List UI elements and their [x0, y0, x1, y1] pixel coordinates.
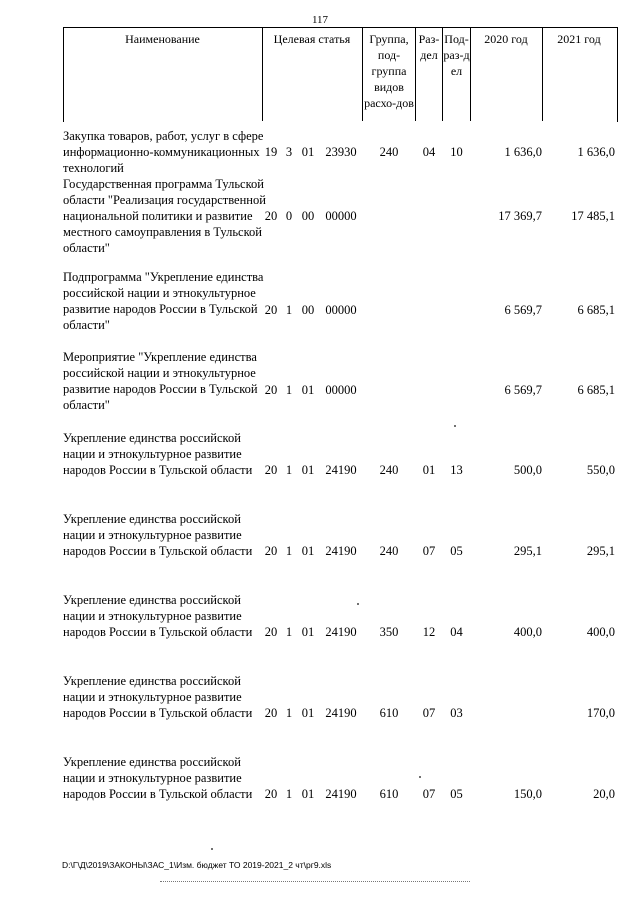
row-v2020: 150,0 — [513, 787, 542, 801]
row-v2021: 170,0 — [586, 706, 615, 720]
header-target: Целевая статья — [273, 32, 351, 46]
row-v2021: 6 685,1 — [577, 383, 615, 397]
row-sub: 03 — [450, 706, 463, 720]
row-t4: 24190 — [325, 706, 357, 720]
row-name: Мероприятие "Укрепление единства российской нации и этнокультурное развитие народов России в Тульской области" — [63, 350, 258, 412]
row-t2: 1 — [285, 706, 293, 720]
row-v2020: 17 369,7 — [498, 209, 542, 223]
row-v2021: 1 636,0 — [577, 145, 615, 159]
row-v2020: 6 569,7 — [504, 383, 542, 397]
row-sec: 12 — [422, 625, 436, 639]
row-name: Подпрограмма "Укрепление единства российской нации и этнокультурное развитие народов России в Тульской области" — [63, 270, 264, 332]
row-t4: 24190 — [325, 787, 357, 801]
row-grp: 350 — [379, 625, 399, 639]
row-sec: 01 — [422, 463, 436, 477]
row-name: Укрепление единства российской нации и этнокультурное развитие народов России в Тульской области — [63, 674, 253, 720]
row-v2021: 550,0 — [586, 463, 615, 477]
header-2020: 2020 год — [484, 32, 528, 46]
row-t4: 00000 — [325, 303, 357, 317]
row-t2: 1 — [285, 787, 293, 801]
row-v2020: 6 569,7 — [504, 303, 542, 317]
row-t2: 1 — [285, 544, 293, 558]
row-name: Закупка товаров, работ, услуг в сфере информационно-коммуникационных технологий — [63, 129, 264, 175]
page-number: 117 — [311, 14, 329, 26]
row-t2: 1 — [285, 383, 293, 397]
footer-rule — [160, 881, 470, 882]
row-t1: 20 — [264, 463, 278, 477]
row-sub: 10 — [450, 145, 463, 159]
row-t4: 24190 — [325, 544, 357, 558]
row-t2: 0 — [285, 209, 293, 223]
row-v2020: 295,1 — [513, 544, 542, 558]
row-t3: 01 — [301, 463, 315, 477]
file-path: D:\Г\Д\2019\ЗАКОНЫ\ЗАС_1\Изм. бюджет ТО 2019-2021_2 чт\рг9.xls — [62, 860, 332, 870]
row-t3: 01 — [301, 625, 315, 639]
row-v2021: 17 485,1 — [571, 209, 615, 223]
row-sub: 13 — [450, 463, 463, 477]
row-t2: 3 — [285, 145, 293, 159]
row-t3: 00 — [301, 209, 315, 223]
row-t2: 1 — [285, 303, 293, 317]
row-sub: 04 — [450, 625, 463, 639]
row-t3: 00 — [301, 303, 315, 317]
row-t4: 23930 — [325, 145, 357, 159]
row-sec: 07 — [422, 706, 436, 720]
row-name: Укрепление единства российской нации и этнокультурное развитие народов России в Тульской области — [63, 593, 253, 639]
row-v2020: 400,0 — [513, 625, 542, 639]
row-sec: 04 — [422, 145, 436, 159]
row-t1: 19 — [264, 145, 278, 159]
row-t1: 20 — [264, 383, 278, 397]
row-name: Укрепление единства российской нации и этнокультурное развитие народов России в Тульской области — [63, 755, 253, 801]
row-grp: 240 — [379, 463, 399, 477]
row-t1: 20 — [264, 303, 278, 317]
row-sub: 05 — [450, 787, 463, 801]
row-t1: 20 — [264, 544, 278, 558]
row-name: Укрепление единства российской нации и этнокультурное развитие народов России в Тульской области — [63, 512, 253, 558]
row-t1: 20 — [264, 209, 278, 223]
row-t4: 00000 — [325, 383, 357, 397]
header-group: Группа, под-группа видов расхо-дов — [364, 32, 414, 110]
row-v2021: 295,1 — [586, 544, 615, 558]
row-name: Укрепление единства российской нации и этнокультурное развитие народов России в Тульской области — [63, 431, 253, 477]
row-t3: 01 — [301, 383, 315, 397]
row-sec: 07 — [422, 544, 436, 558]
row-grp: 240 — [379, 145, 399, 159]
row-t1: 20 — [264, 625, 278, 639]
row-grp: 610 — [379, 706, 399, 720]
row-sub: 05 — [450, 544, 463, 558]
header-name: Наименование — [125, 32, 200, 46]
row-t1: 20 — [264, 787, 278, 801]
row-t4: 00000 — [325, 209, 357, 223]
row-t4: 24190 — [325, 625, 357, 639]
row-grp: 240 — [379, 544, 399, 558]
row-v2021: 400,0 — [586, 625, 615, 639]
row-t1: 20 — [264, 706, 278, 720]
row-name: Государственная программа Тульской области "Реализация государственной национальной политики и развитие местного самоуправления в Тульской области" — [63, 177, 266, 255]
row-t2: 1 — [285, 625, 293, 639]
row-grp: 610 — [379, 787, 399, 801]
row-t3: 01 — [301, 787, 315, 801]
row-v2020: 1 636,0 — [504, 145, 542, 159]
row-sec: 07 — [422, 787, 436, 801]
row-v2021: 20,0 — [593, 787, 615, 801]
row-t3: 01 — [301, 706, 315, 720]
row-v2021: 6 685,1 — [577, 303, 615, 317]
header-subsection: Под-раз-дел — [443, 32, 470, 78]
row-v2020: 500,0 — [513, 463, 542, 477]
row-t3: 01 — [301, 544, 315, 558]
row-t4: 24190 — [325, 463, 357, 477]
row-t2: 1 — [285, 463, 293, 477]
header-2021: 2021 год — [557, 32, 601, 46]
header-section: Раз-дел — [418, 32, 440, 62]
row-t3: 01 — [301, 145, 315, 159]
